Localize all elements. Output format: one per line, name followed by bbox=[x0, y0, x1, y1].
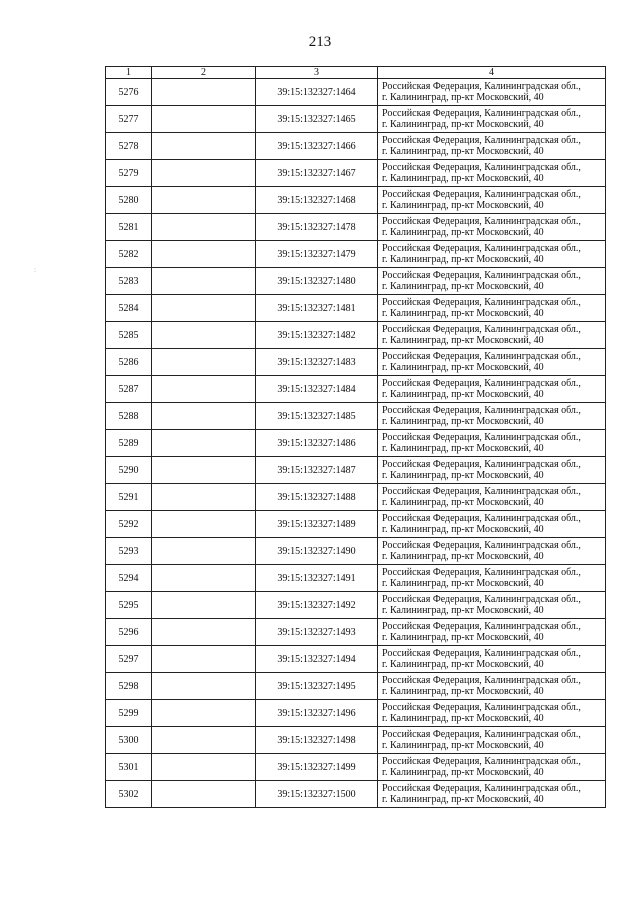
address-cell bbox=[378, 538, 606, 565]
empty-cell bbox=[152, 565, 256, 592]
table-row bbox=[106, 430, 606, 457]
table-row bbox=[106, 349, 606, 376]
table-row bbox=[106, 781, 606, 808]
empty-cell bbox=[152, 349, 256, 376]
address-line-1: Российская Федерация, Калининградская обл., bbox=[382, 81, 581, 92]
cadastral-number-cell: 39:15:132327:1496 bbox=[256, 700, 378, 727]
address-line-2: г. Калининград, пр-кт Московский, 40 bbox=[382, 578, 544, 589]
address-cell bbox=[378, 484, 606, 511]
row-number-cell: 5291 bbox=[106, 484, 152, 511]
address-line-1: Российская Федерация, Калининградская обл., bbox=[382, 189, 581, 200]
row-number-cell: 5282 bbox=[106, 241, 152, 268]
cadastral-number-cell: 39:15:132327:1467 bbox=[256, 160, 378, 187]
table-row bbox=[106, 700, 606, 727]
empty-cell bbox=[152, 592, 256, 619]
address-line-1: Российская Федерация, Калининградская обл., bbox=[382, 459, 581, 470]
empty-cell bbox=[152, 754, 256, 781]
empty-cell bbox=[152, 106, 256, 133]
empty-cell bbox=[152, 646, 256, 673]
row-number-cell: 5288 bbox=[106, 403, 152, 430]
address-line-2: г. Калининград, пр-кт Московский, 40 bbox=[382, 254, 544, 265]
row-number-cell: 5281 bbox=[106, 214, 152, 241]
address-line-1: Российская Федерация, Калининградская обл., bbox=[382, 513, 581, 524]
row-number-cell: 5283 bbox=[106, 268, 152, 295]
address-line-1: Российская Федерация, Калининградская обл., bbox=[382, 162, 581, 173]
cadastral-number-cell: 39:15:132327:1468 bbox=[256, 187, 378, 214]
address-cell bbox=[378, 295, 606, 322]
address-line-1: Российская Федерация, Калининградская обл., bbox=[382, 756, 581, 767]
address-line-1: Российская Федерация, Калининградская обл., bbox=[382, 135, 581, 146]
address-cell bbox=[378, 673, 606, 700]
address-line-1: Российская Федерация, Калининградская обл., bbox=[382, 297, 581, 308]
empty-cell bbox=[152, 484, 256, 511]
address-cell bbox=[378, 646, 606, 673]
row-number-cell: 5284 bbox=[106, 295, 152, 322]
row-number-cell: 5289 bbox=[106, 430, 152, 457]
address-line-2: г. Калининград, пр-кт Московский, 40 bbox=[382, 767, 544, 778]
address-cell bbox=[378, 565, 606, 592]
row-number-cell: 5290 bbox=[106, 457, 152, 484]
address-cell bbox=[378, 79, 606, 106]
empty-cell bbox=[152, 673, 256, 700]
cadastral-number-cell: 39:15:132327:1464 bbox=[256, 79, 378, 106]
column-header-3: 3 bbox=[256, 67, 378, 79]
address-line-1: Российская Федерация, Калининградская обл., bbox=[382, 702, 581, 713]
empty-cell bbox=[152, 160, 256, 187]
table-row bbox=[106, 268, 606, 295]
cadastral-number-cell: 39:15:132327:1492 bbox=[256, 592, 378, 619]
cadastral-number-cell: 39:15:132327:1490 bbox=[256, 538, 378, 565]
table-row bbox=[106, 322, 606, 349]
address-line-2: г. Калининград, пр-кт Московский, 40 bbox=[382, 551, 544, 562]
row-number-cell: 5277 bbox=[106, 106, 152, 133]
address-line-2: г. Калининград, пр-кт Московский, 40 bbox=[382, 200, 544, 211]
empty-cell bbox=[152, 430, 256, 457]
column-header-1: 1 bbox=[106, 67, 152, 79]
address-line-1: Российская Федерация, Калининградская обл., bbox=[382, 432, 581, 443]
empty-cell bbox=[152, 133, 256, 160]
row-number-cell: 5301 bbox=[106, 754, 152, 781]
row-number-cell: 5294 bbox=[106, 565, 152, 592]
address-line-2: г. Калининград, пр-кт Московский, 40 bbox=[382, 308, 544, 319]
cadastral-number-cell: 39:15:132327:1478 bbox=[256, 214, 378, 241]
empty-cell bbox=[152, 79, 256, 106]
address-line-1: Российская Федерация, Калининградская обл., bbox=[382, 108, 581, 119]
cadastral-number-cell: 39:15:132327:1500 bbox=[256, 781, 378, 808]
address-line-1: Российская Федерация, Калининградская обл., bbox=[382, 351, 581, 362]
address-line-2: г. Калининград, пр-кт Московский, 40 bbox=[382, 227, 544, 238]
registry-table bbox=[105, 66, 606, 808]
page-number: 213 bbox=[308, 34, 332, 50]
empty-cell bbox=[152, 538, 256, 565]
address-line-2: г. Калининград, пр-кт Московский, 40 bbox=[382, 659, 544, 670]
empty-cell bbox=[152, 295, 256, 322]
table-row bbox=[106, 79, 606, 106]
cadastral-number-cell: 39:15:132327:1479 bbox=[256, 241, 378, 268]
margin-mark: : bbox=[34, 266, 36, 274]
cadastral-number-cell: 39:15:132327:1498 bbox=[256, 727, 378, 754]
address-cell bbox=[378, 133, 606, 160]
address-line-2: г. Калининград, пр-кт Московский, 40 bbox=[382, 794, 544, 805]
row-number-cell: 5287 bbox=[106, 376, 152, 403]
address-line-2: г. Калининград, пр-кт Московский, 40 bbox=[382, 632, 544, 643]
empty-cell bbox=[152, 403, 256, 430]
table-row bbox=[106, 403, 606, 430]
address-line-2: г. Калининград, пр-кт Московский, 40 bbox=[382, 281, 544, 292]
cadastral-number-cell: 39:15:132327:1465 bbox=[256, 106, 378, 133]
row-number-cell: 5285 bbox=[106, 322, 152, 349]
empty-cell bbox=[152, 376, 256, 403]
row-number-cell: 5295 bbox=[106, 592, 152, 619]
row-number-cell: 5298 bbox=[106, 673, 152, 700]
address-line-1: Российская Федерация, Калининградская обл., bbox=[382, 675, 581, 686]
table-row bbox=[106, 106, 606, 133]
address-cell bbox=[378, 187, 606, 214]
address-line-2: г. Калининград, пр-кт Московский, 40 bbox=[382, 173, 544, 184]
column-number-row bbox=[106, 67, 606, 79]
empty-cell bbox=[152, 619, 256, 646]
address-line-1: Российская Федерация, Калининградская обл., bbox=[382, 729, 581, 740]
table-row bbox=[106, 646, 606, 673]
address-line-1: Российская Федерация, Калининградская обл., bbox=[382, 243, 581, 254]
address-cell bbox=[378, 754, 606, 781]
address-line-2: г. Калининград, пр-кт Московский, 40 bbox=[382, 605, 544, 616]
address-line-2: г. Калининград, пр-кт Московский, 40 bbox=[382, 362, 544, 373]
address-line-1: Российская Федерация, Калининградская обл., bbox=[382, 216, 581, 227]
address-cell bbox=[378, 214, 606, 241]
empty-cell bbox=[152, 187, 256, 214]
address-line-2: г. Калининград, пр-кт Московский, 40 bbox=[382, 92, 544, 103]
table-row bbox=[106, 160, 606, 187]
address-line-2: г. Калининград, пр-кт Московский, 40 bbox=[382, 146, 544, 157]
table-row bbox=[106, 592, 606, 619]
cadastral-number-cell: 39:15:132327:1487 bbox=[256, 457, 378, 484]
address-cell bbox=[378, 511, 606, 538]
address-line-1: Российская Федерация, Калининградская обл., bbox=[382, 405, 581, 416]
cadastral-number-cell: 39:15:132327:1482 bbox=[256, 322, 378, 349]
row-number-cell: 5276 bbox=[106, 79, 152, 106]
address-cell bbox=[378, 592, 606, 619]
empty-cell bbox=[152, 214, 256, 241]
cadastral-number-cell: 39:15:132327:1480 bbox=[256, 268, 378, 295]
cadastral-number-cell: 39:15:132327:1483 bbox=[256, 349, 378, 376]
cadastral-number-cell: 39:15:132327:1488 bbox=[256, 484, 378, 511]
address-cell bbox=[378, 241, 606, 268]
empty-cell bbox=[152, 322, 256, 349]
table-row bbox=[106, 754, 606, 781]
table-row bbox=[106, 295, 606, 322]
address-line-2: г. Калининград, пр-кт Московский, 40 bbox=[382, 443, 544, 454]
cadastral-number-cell: 39:15:132327:1486 bbox=[256, 430, 378, 457]
row-number-cell: 5299 bbox=[106, 700, 152, 727]
address-line-1: Российская Федерация, Калининградская обл., bbox=[382, 378, 581, 389]
address-line-2: г. Калининград, пр-кт Московский, 40 bbox=[382, 713, 544, 724]
row-number-cell: 5293 bbox=[106, 538, 152, 565]
address-line-1: Российская Федерация, Калининградская обл., bbox=[382, 594, 581, 605]
empty-cell bbox=[152, 781, 256, 808]
address-line-2: г. Калининград, пр-кт Московский, 40 bbox=[382, 497, 544, 508]
column-header-4: 4 bbox=[378, 67, 606, 79]
empty-cell bbox=[152, 511, 256, 538]
table-row bbox=[106, 565, 606, 592]
row-number-cell: 5280 bbox=[106, 187, 152, 214]
registry-table-body bbox=[106, 67, 606, 808]
table-row bbox=[106, 214, 606, 241]
empty-cell bbox=[152, 268, 256, 295]
table-row bbox=[106, 538, 606, 565]
table-row bbox=[106, 376, 606, 403]
table-row bbox=[106, 457, 606, 484]
address-cell bbox=[378, 268, 606, 295]
address-line-1: Российская Федерация, Калининградская обл., bbox=[382, 648, 581, 659]
address-line-2: г. Калининград, пр-кт Московский, 40 bbox=[382, 389, 544, 400]
row-number-cell: 5286 bbox=[106, 349, 152, 376]
address-cell bbox=[378, 403, 606, 430]
address-line-2: г. Калининград, пр-кт Московский, 40 bbox=[382, 524, 544, 535]
table-row bbox=[106, 727, 606, 754]
address-cell bbox=[378, 457, 606, 484]
address-cell bbox=[378, 430, 606, 457]
cadastral-number-cell: 39:15:132327:1489 bbox=[256, 511, 378, 538]
address-cell bbox=[378, 781, 606, 808]
address-cell bbox=[378, 376, 606, 403]
cadastral-number-cell: 39:15:132327:1485 bbox=[256, 403, 378, 430]
cadastral-number-cell: 39:15:132327:1481 bbox=[256, 295, 378, 322]
table-row bbox=[106, 511, 606, 538]
address-cell bbox=[378, 106, 606, 133]
cadastral-number-cell: 39:15:132327:1466 bbox=[256, 133, 378, 160]
address-line-2: г. Калининград, пр-кт Московский, 40 bbox=[382, 335, 544, 346]
address-line-2: г. Калининград, пр-кт Московский, 40 bbox=[382, 119, 544, 130]
cadastral-number-cell: 39:15:132327:1499 bbox=[256, 754, 378, 781]
table-row bbox=[106, 673, 606, 700]
address-line-1: Российская Федерация, Калининградская обл., bbox=[382, 486, 581, 497]
row-number-cell: 5296 bbox=[106, 619, 152, 646]
address-line-1: Российская Федерация, Калининградская обл., bbox=[382, 621, 581, 632]
cadastral-number-cell: 39:15:132327:1491 bbox=[256, 565, 378, 592]
address-line-1: Российская Федерация, Калининградская обл., bbox=[382, 324, 581, 335]
row-number-cell: 5279 bbox=[106, 160, 152, 187]
address-line-1: Российская Федерация, Калининградская обл., bbox=[382, 783, 581, 794]
empty-cell bbox=[152, 700, 256, 727]
address-cell bbox=[378, 700, 606, 727]
address-cell bbox=[378, 727, 606, 754]
empty-cell bbox=[152, 241, 256, 268]
column-header-2: 2 bbox=[152, 67, 256, 79]
empty-cell bbox=[152, 727, 256, 754]
cadastral-number-cell: 39:15:132327:1495 bbox=[256, 673, 378, 700]
address-cell bbox=[378, 160, 606, 187]
row-number-cell: 5297 bbox=[106, 646, 152, 673]
address-line-1: Российская Федерация, Калининградская обл., bbox=[382, 567, 581, 578]
row-number-cell: 5300 bbox=[106, 727, 152, 754]
cadastral-number-cell: 39:15:132327:1493 bbox=[256, 619, 378, 646]
table-row bbox=[106, 619, 606, 646]
row-number-cell: 5278 bbox=[106, 133, 152, 160]
cadastral-number-cell: 39:15:132327:1494 bbox=[256, 646, 378, 673]
table-row bbox=[106, 484, 606, 511]
address-line-2: г. Калининград, пр-кт Московский, 40 bbox=[382, 470, 544, 481]
table-row bbox=[106, 241, 606, 268]
address-line-1: Российская Федерация, Калининградская обл., bbox=[382, 540, 581, 551]
address-line-1: Российская Федерация, Калининградская обл., bbox=[382, 270, 581, 281]
row-number-cell: 5292 bbox=[106, 511, 152, 538]
row-number-cell: 5302 bbox=[106, 781, 152, 808]
address-cell bbox=[378, 619, 606, 646]
table-row bbox=[106, 133, 606, 160]
empty-cell bbox=[152, 457, 256, 484]
address-line-2: г. Калининград, пр-кт Московский, 40 bbox=[382, 686, 544, 697]
cadastral-number-cell: 39:15:132327:1484 bbox=[256, 376, 378, 403]
address-cell bbox=[378, 349, 606, 376]
address-line-2: г. Калининград, пр-кт Московский, 40 bbox=[382, 740, 544, 751]
address-line-2: г. Калининград, пр-кт Московский, 40 bbox=[382, 416, 544, 427]
table-row bbox=[106, 187, 606, 214]
address-cell bbox=[378, 322, 606, 349]
